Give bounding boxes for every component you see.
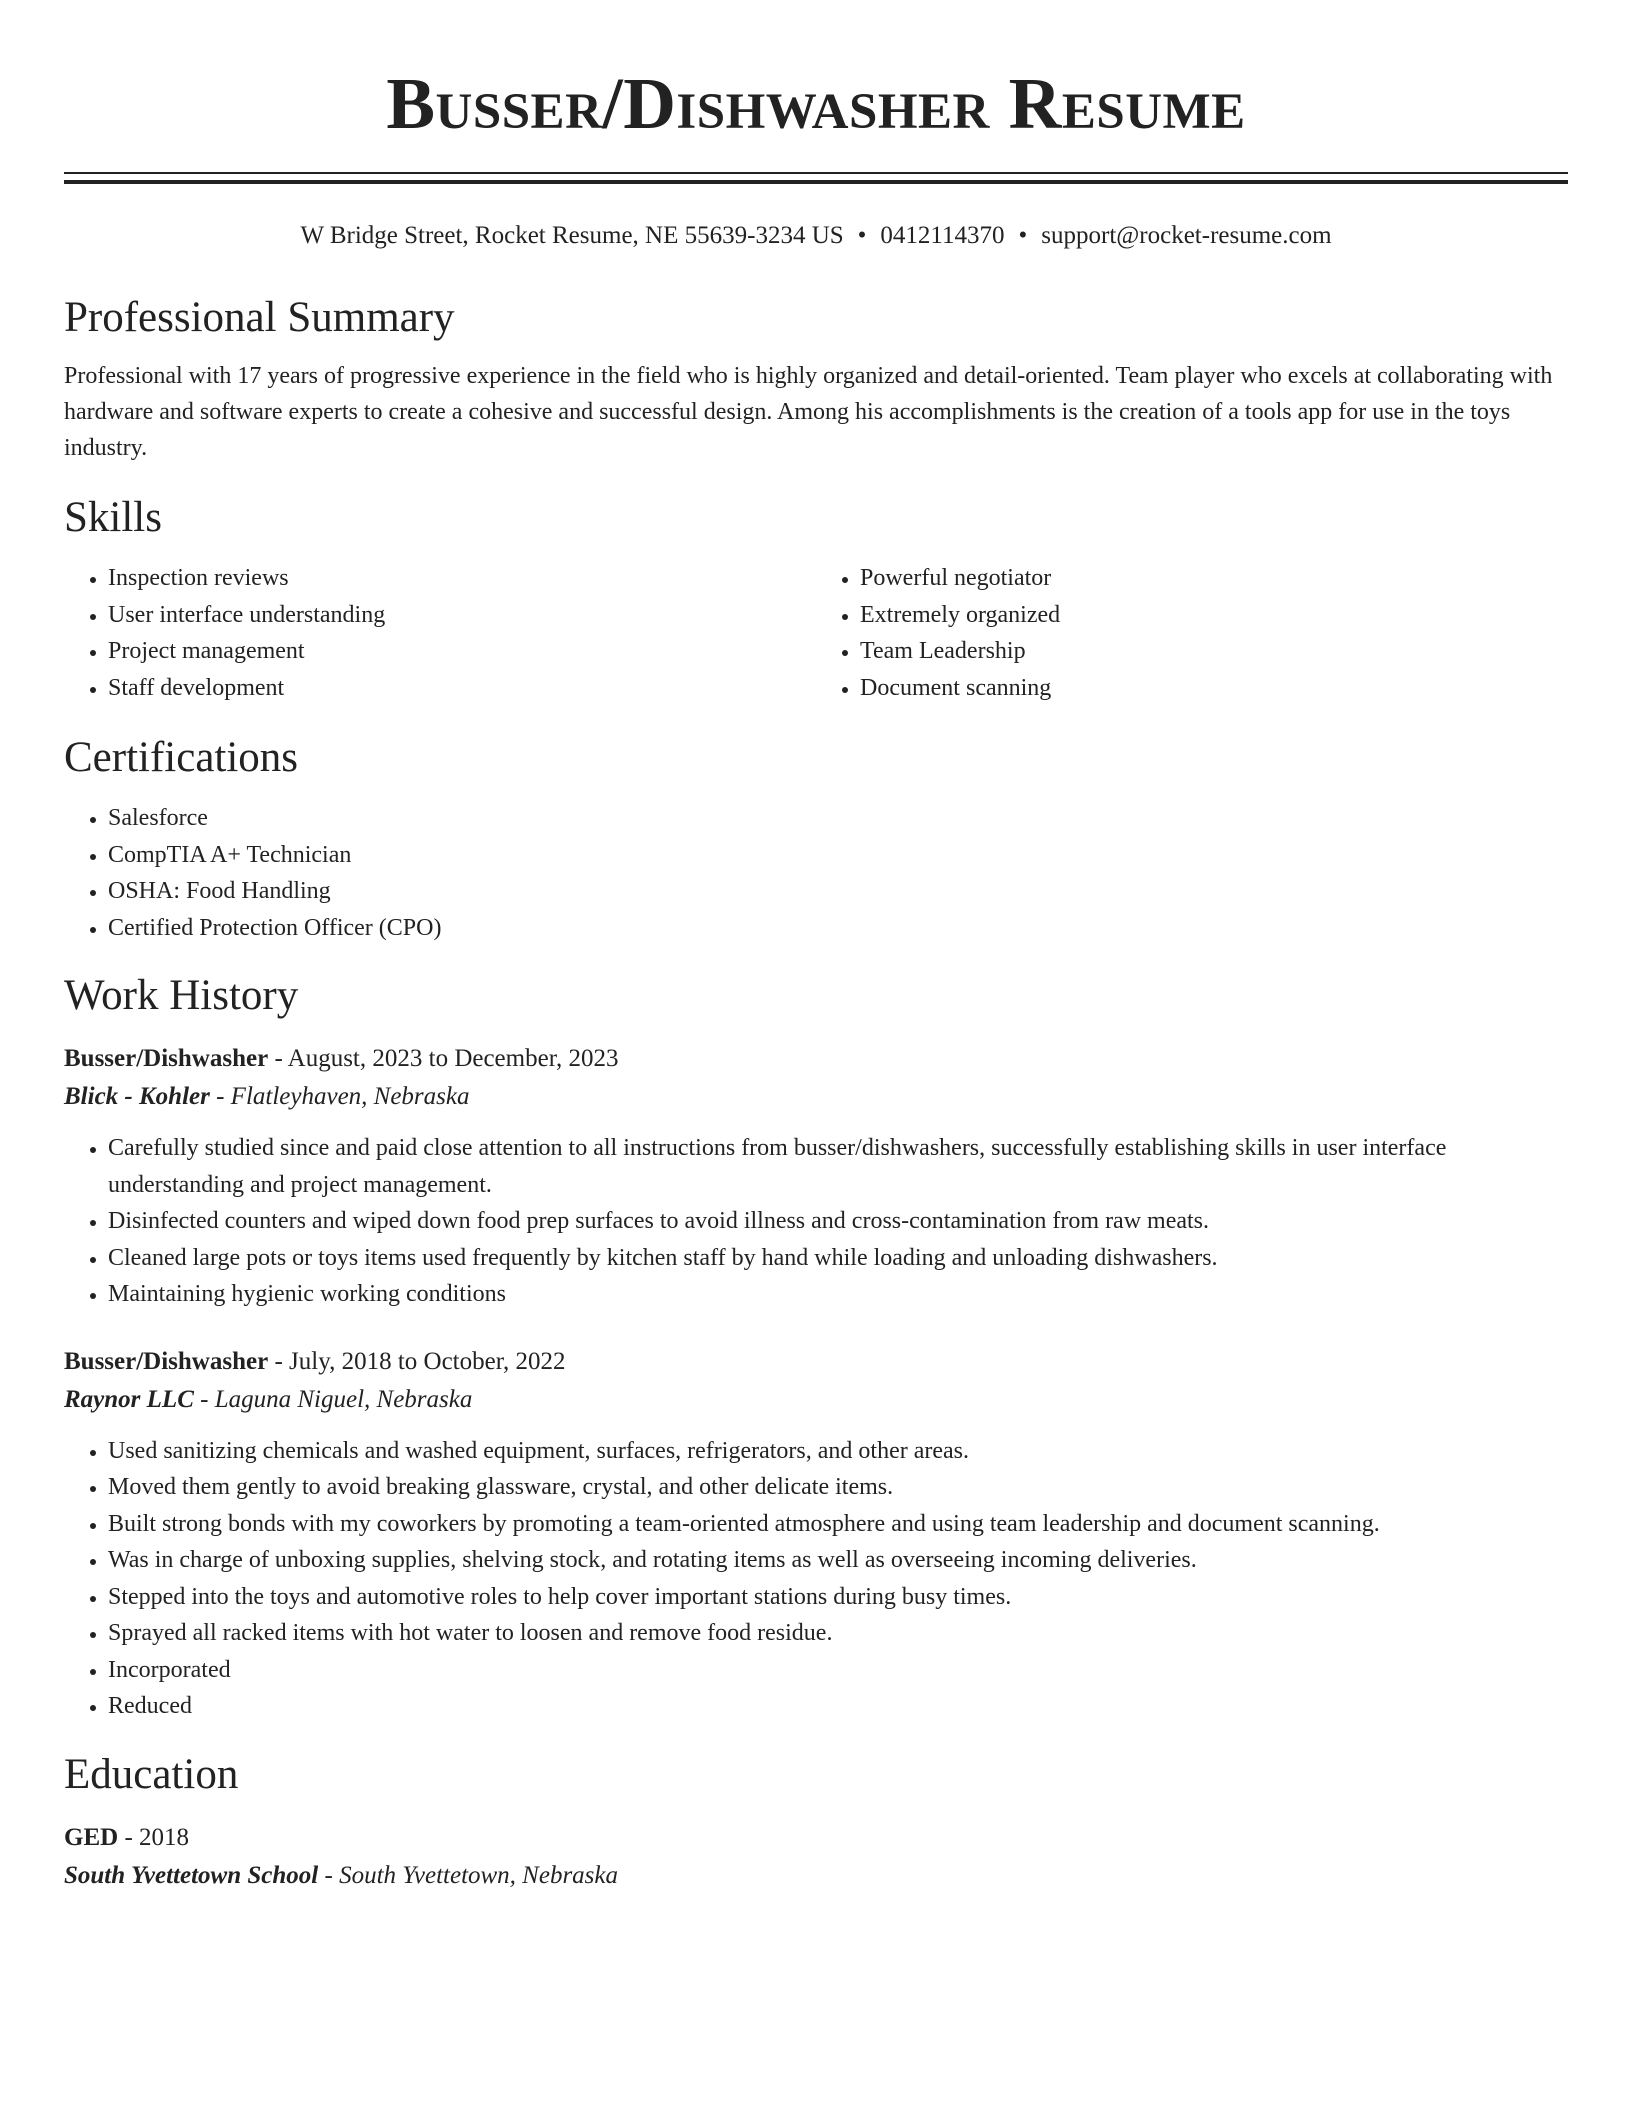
job-company-line xyxy=(64,1381,1568,1419)
job-duties-list xyxy=(64,1130,1568,1313)
professional-summary-heading: Professional Summary xyxy=(64,294,455,341)
job-dates: August, 2023 to December, 2023 xyxy=(287,1045,619,1072)
contact-separator: • xyxy=(857,222,867,249)
contact-separator: • xyxy=(1018,222,1028,249)
contact-line xyxy=(64,220,1568,252)
job-duty-item: • Built strong bonds with my coworkers by promoting a team-oriented atmosphere and using team leadership and document scanning. xyxy=(108,1506,1568,1543)
job-duties-list xyxy=(64,1433,1568,1725)
job-location: Laguna Niguel, Nebraska xyxy=(214,1385,473,1413)
job-title: Busser/Dishwasher xyxy=(64,1347,269,1375)
education-school: South Yvettetown School xyxy=(64,1861,319,1889)
contact-address: W Bridge Street, Rocket Resume, NE 55639-3234 US xyxy=(300,222,844,249)
certifications-section xyxy=(64,730,1568,946)
job-duty-item: • Used sanitizing chemicals and washed equipment, surfaces, refrigerators, and other areas. xyxy=(108,1433,1568,1470)
work-history-section xyxy=(64,968,1568,1725)
education-section xyxy=(64,1747,1568,1895)
job-duty-item: • Stepped into the toys and automotive roles to help cover important stations during busy times. xyxy=(108,1579,1568,1616)
job-duty-item: • Maintaining hygienic working conditions xyxy=(108,1276,1568,1313)
job-duty-item: • Carefully studied since and paid close attention to all instructions from busser/dishwashers, successfully establishing skills in user interface understanding and project management. xyxy=(108,1130,1568,1203)
job-entry xyxy=(64,1040,1568,1313)
skill-item: • Inspection reviews xyxy=(108,560,816,597)
job-company-line xyxy=(64,1078,1568,1116)
education-school-line xyxy=(64,1857,1568,1895)
job-company: Raynor LLC xyxy=(64,1385,194,1413)
skill-item: • Project management xyxy=(108,633,816,670)
certifications-list xyxy=(64,800,1568,946)
job-entry xyxy=(64,1343,1568,1725)
job-dates: July, 2018 to October, 2022 xyxy=(289,1347,566,1375)
professional-summary-text: Professional with 17 years of progressive experience in the field who is highly organized and detail-oriented. Team player who excels at collaborating with hardware and software experts to create a cohesive and successful design. Among his accomplishments is the creation of a tools app for use in the toys industry. xyxy=(64,363,1553,461)
certification-item: • Salesforce xyxy=(108,800,1568,837)
skills-list-right xyxy=(816,560,1568,706)
job-duty-item: • Incorporated xyxy=(108,1652,1568,1689)
job-dash: - xyxy=(216,1083,225,1110)
skills-heading: Skills xyxy=(64,494,162,541)
job-dash: - xyxy=(274,1045,283,1072)
job-company: Blick - Kohler xyxy=(64,1083,210,1110)
skill-item: • Staff development xyxy=(108,670,816,707)
job-title: Busser/Dishwasher xyxy=(64,1045,269,1072)
job-dash: - xyxy=(274,1347,283,1375)
skills-section xyxy=(64,490,1568,706)
title-divider-thick xyxy=(64,180,1568,184)
professional-summary-section xyxy=(64,290,1568,466)
certification-item: • OSHA: Food Handling xyxy=(108,873,1568,910)
job-duty-item: • Disinfected counters and wiped down food prep surfaces to avoid illness and cross-contamination from raw meats. xyxy=(108,1203,1568,1240)
education-location: South Yvettetown, Nebraska xyxy=(339,1861,619,1889)
education-degree: GED xyxy=(64,1823,119,1851)
skill-item: • Extremely organized xyxy=(860,597,1568,634)
skills-grid xyxy=(64,560,1568,706)
skills-list-left xyxy=(64,560,816,706)
certifications-heading: Certifications xyxy=(64,734,299,781)
job-title-line xyxy=(64,1343,1568,1381)
job-duty-item: • Reduced xyxy=(108,1688,1568,1725)
education-dash: - xyxy=(124,1823,133,1851)
job-dash: - xyxy=(200,1385,209,1413)
education-degree-line xyxy=(64,1819,1568,1857)
contact-email: support@rocket-resume.com xyxy=(1041,222,1332,249)
job-title-line xyxy=(64,1040,1568,1078)
job-duty-item: • Sprayed all racked items with hot water to loosen and remove food residue. xyxy=(108,1615,1568,1652)
certification-item: • Certified Protection Officer (CPO) xyxy=(108,910,1568,947)
job-duty-item: • Moved them gently to avoid breaking glassware, crystal, and other delicate items. xyxy=(108,1469,1568,1506)
education-year: 2018 xyxy=(139,1823,190,1851)
skill-item: • User interface understanding xyxy=(108,597,816,634)
job-location: Flatleyhaven, Nebraska xyxy=(230,1083,470,1110)
resume-title: Busser/Dishwasher Resume xyxy=(386,63,1246,144)
job-duty-item: • Was in charge of unboxing supplies, shelving stock, and rotating items as well as overseeing incoming deliveries. xyxy=(108,1542,1568,1579)
education-dash: - xyxy=(324,1861,333,1889)
job-duty-item: • Cleaned large pots or toys items used frequently by kitchen staff by hand while loading and unloading dishwashers. xyxy=(108,1240,1568,1277)
skill-item: • Powerful negotiator xyxy=(860,560,1568,597)
education-heading: Education xyxy=(64,1750,239,1798)
skill-item: • Team Leadership xyxy=(860,633,1568,670)
contact-phone: 0412114370 xyxy=(880,222,1005,249)
skill-item: • Document scanning xyxy=(860,670,1568,707)
work-history-heading: Work History xyxy=(64,972,299,1019)
title-divider-thin xyxy=(64,172,1568,174)
certification-item: • CompTIA A+ Technician xyxy=(108,837,1568,874)
